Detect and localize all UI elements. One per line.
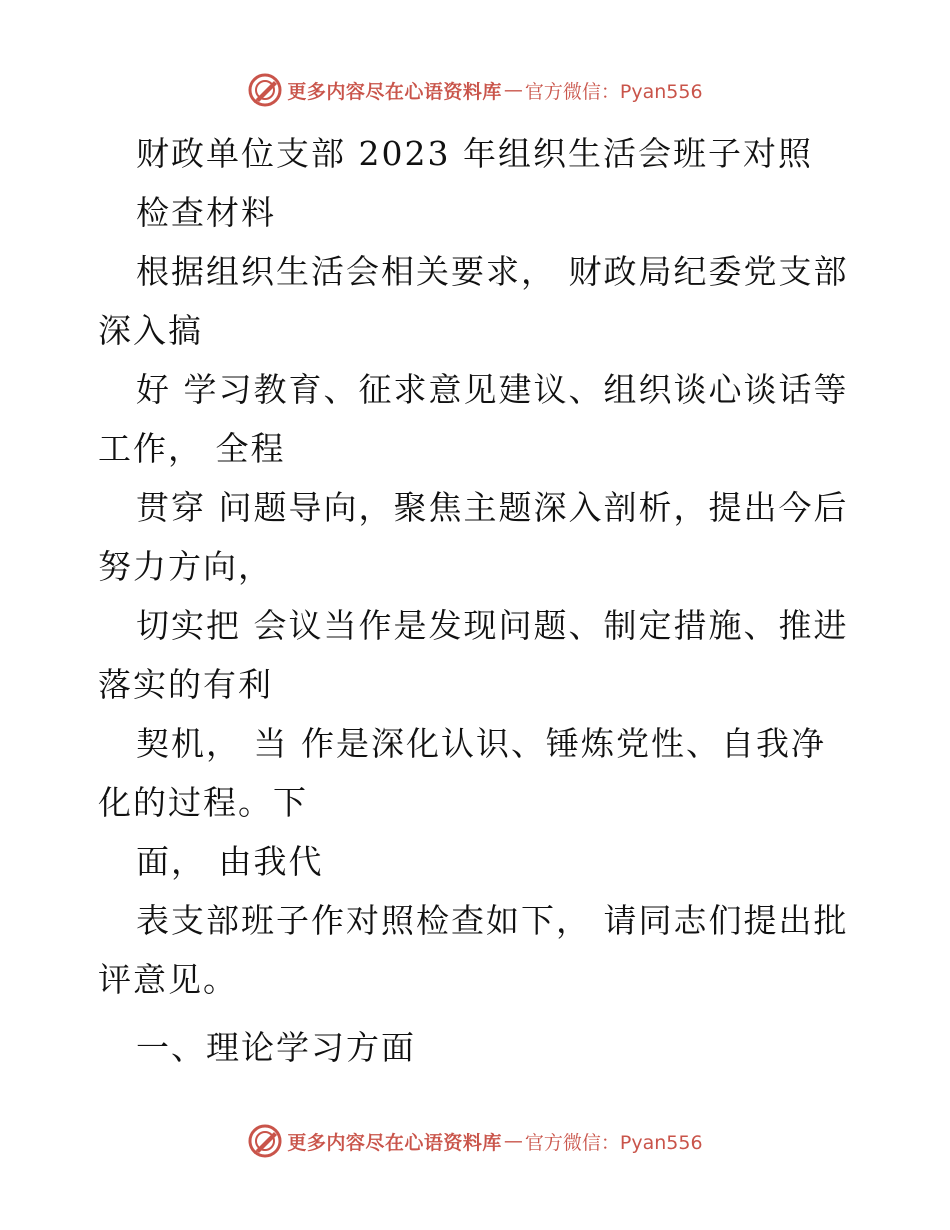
paragraph-line: 贯穿 问题导向，聚焦主题深入剖析，提出今后 [136,488,849,527]
paragraph-line: 工作， 全程 [98,429,286,468]
paragraph-line: 面， 由我代 [136,842,324,881]
watermark-brand: 更多内容尽在心语资料库 [287,1131,502,1154]
document-title-line-1: 财政单位支部 2023 年组织生活会班子对照 [136,134,813,173]
pen-seal-logo-icon [247,1123,283,1159]
footer-watermark [0,1121,950,1161]
watermark-separator: — [503,79,523,101]
watermark-separator: — [503,1130,523,1152]
document-title-line-2: 检查材料 [136,193,276,232]
paragraph-line: 努力方向， [98,547,273,586]
paragraph-line: 契机， 当 作是深化认识、锤炼党性、自我净 [136,724,826,763]
paragraph-line: 好 学习教育、征求意见建议、组织谈心谈话等 [136,370,849,409]
paragraph-line: 切实把 会议当作是发现问题、制定措施、推进 [136,606,849,645]
watermark-brand: 更多内容尽在心语资料库 [287,80,502,103]
paragraph-line: 表支部班子作对照检查如下， 请同志们提出批 [136,901,849,940]
paragraph-line: 根据组织生活会相关要求， 财政局纪委党支部 [136,252,849,291]
watermark-contact: 官方微信：Pyan556 [524,80,703,103]
header-watermark [0,70,950,110]
paragraph-line: 深入搞 [98,311,203,350]
pen-seal-logo-icon [247,72,283,108]
section-heading: 一、理论学习方面 [136,1028,416,1067]
paragraph-line: 落实的有利 [98,665,273,704]
paragraph-line: 化的过程。下 [98,783,308,822]
document-body [98,124,849,1077]
watermark-contact: 官方微信：Pyan556 [524,1131,703,1154]
paragraph-line: 评意见。 [98,960,238,999]
